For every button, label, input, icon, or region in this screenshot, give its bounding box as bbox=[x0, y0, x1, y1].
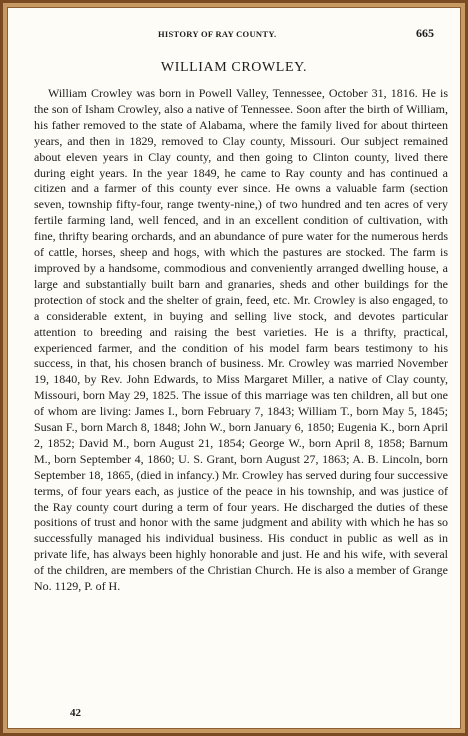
page-number: 665 bbox=[416, 26, 434, 40]
book-page bbox=[7, 7, 461, 729]
running-head: HISTORY OF RAY COUNTY. bbox=[158, 29, 277, 39]
article-body: William Crowley was born in Powell Valley, Tennessee, October 31, 1816. He is the son of Isham Crowley, also a native of Tennessee. Soon after the birth of William, his father removed to the state of Alabama, where the family lived for about thirteen years, and then in 1829, removed to Clay county, Missouri. Our subject remained about eleven years in Clay county, and then going to Clinton county, lived there during eight years. In the year 1849, he came to Ray county and has continued a citizen and a farmer of this county ever since. He owns a valuable farm (section seven, township fifty-four, range twenty-nine,) of two hundred and ten acres of very fertile farming land, well fenced, and in an excellent condition of cultivation, with fine, thrifty bearing orchards, and an abundance of pure water for the numerous herds of cattle, horses, sheep and hogs, with which the pastures are stocked. The farm is improved by a handsome, commodious and conveniently arranged dwelling house, a large and substantially built barn and granaries, sheds and other buildings for the protection of stock and the shelter of grain, feed, etc. Mr. Crowley is also engaged, to a considerable extent, in buying and selling live stock, and devotes particular attention to breeding and raising the best varieties. He is a thrifty, practical, experienced farmer, and the condition of his model farm bears testimony to his success, in that, his chosen branch of business. Mr. Crowley was married November 19, 1840, by Rev. John Edwards, to Miss Margaret Miller, a native of Clay county, Missouri, born May 29, 1825. The issue of this marriage was ten children, all but one of whom are living: James I., born February 7, 1843; William T., born May 5, 1845; Susan F., born March 8, 1848; John W., born January 6, 1850; Eugenia K., born April 2, 1852; David M., born August 21, 1854; George W., born April 8, 1858; Barnum M., born September 4, 1860; U. S. Grant, born August 27, 1863; A. B. Lincoln, born September 18, 1865, (died in infancy.) Mr. Crowley has served during four successive terms, of four years each, as justice of the peace in his township, and was justice of the Ray county court during a term of four years. He discharged the duties of these positions of trust and honor with the same judgment and ability with which he has so successfully managed his individual business. His conduct in public as well as in private life, has always been highly honorable and just. He and his wife, with several of the children, are members of the Christian Church. He is also a member of Grange No. 1129, P. of H. bbox=[34, 86, 448, 594]
article-title: WILLIAM CROWLEY. bbox=[160, 60, 308, 75]
page-frame-inner bbox=[3, 3, 465, 733]
signature-mark: 42 bbox=[70, 707, 81, 719]
